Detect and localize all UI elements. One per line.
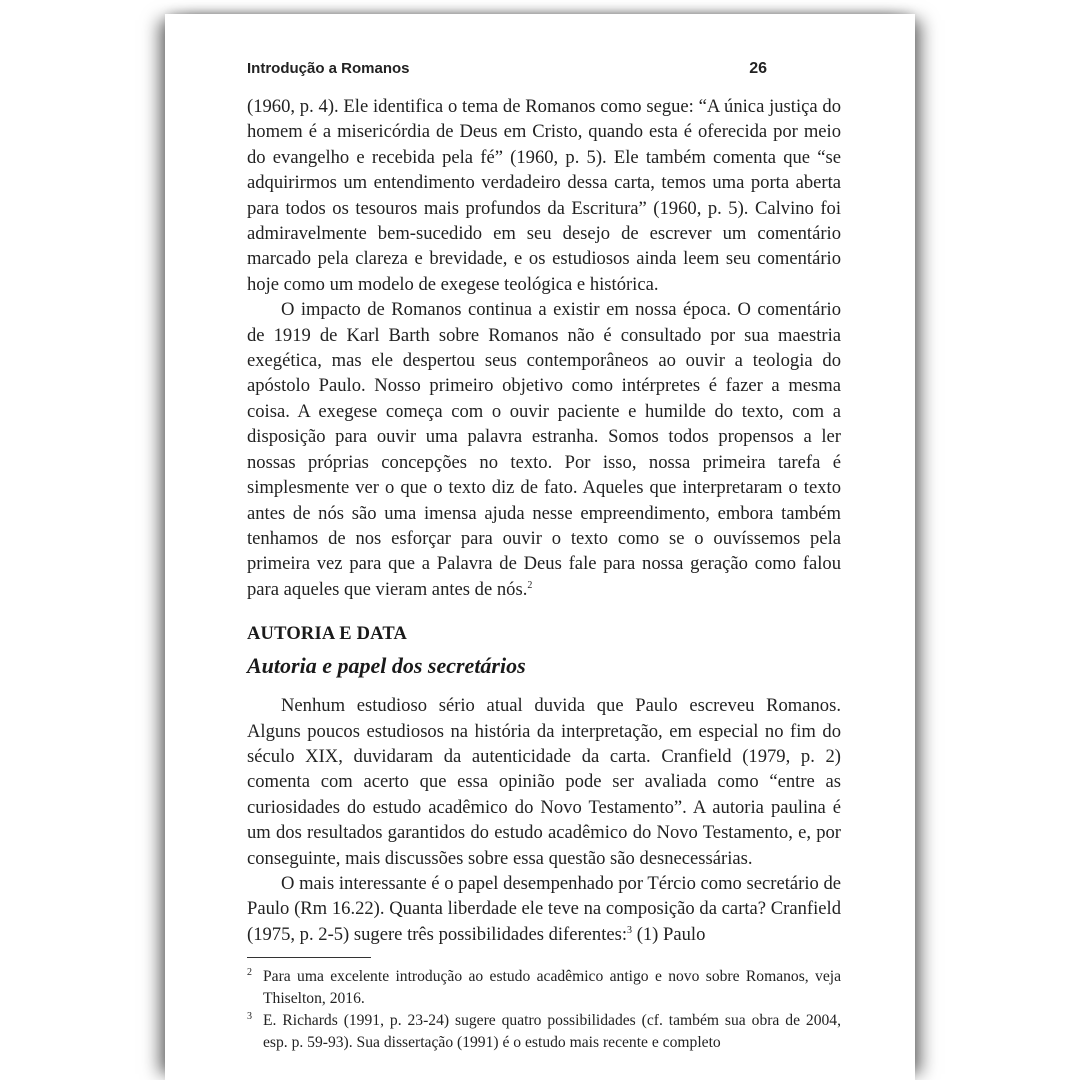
footnote-2	[247, 966, 841, 1010]
page-content	[247, 60, 841, 1054]
paragraph-tertius	[247, 871, 841, 947]
subsection-heading: Autoria e papel dos secretários	[247, 653, 526, 679]
paragraph-calvin: (1960, p. 4). Ele identifica o tema de Romanos como segue: “A única justiça do homem é a misericórdia de Deus em Cristo, quando esta é oferecida por meio do evangelho e recebida pela fé” (1960, p. 5). Ele também comenta que “se adquirirmos um entendimento verdadeiro dessa carta, temos uma porta aberta para todos os tesouros mais profundos da Escritura” (1960, p. 5). Calvino foi admiravelmente bem-sucedido em seu desejo de escrever um comentário marcado pela clareza e brevidade, e os estudiosos ainda leem seu comentário hoje como um modelo de exegese teológica e histórica.	[247, 96, 841, 295]
footnote-mark: 3	[247, 1011, 252, 1023]
running-title: Introdução a Romanos	[247, 60, 410, 77]
footnote-3	[247, 1010, 841, 1054]
footnote-mark: 2	[247, 967, 252, 979]
running-head	[247, 60, 841, 82]
paragraph-impact	[247, 297, 841, 602]
section-heading: AUTORIA E DATA	[247, 624, 408, 645]
paragraph-tertius-text: O mais interessante é o papel desempenhado por Tércio como secretário de Paulo (Rm 16.22). Quanta liberdade ele teve na composição da carta? Cranfield (1975, p. 2-5) sugere três possibilidades diferentes:	[247, 872, 841, 945]
book-page	[165, 14, 915, 1080]
paragraph-tertius-tail: (1) Paulo	[632, 923, 706, 945]
footnote-divider	[247, 957, 371, 958]
footnote-text: E. Richards (1991, p. 23-24) sugere quatro possibilidades (cf. também sua obra de 2004, esp. p. 59-93). Sua dissertação (1991) é o estudo mais recente e completo	[263, 1012, 841, 1052]
paragraph-impact-text: O impacto de Romanos continua a existir em nossa época. O comentário de 1919 de Karl Barth sobre Romanos não é consultado por sua maestria exegética, mas ele despertou seus contemporâneos ao ouvir a teologia do apóstolo Paulo. Nosso primeiro objetivo como intérpretes é fazer a mesma coisa. A exegese começa com o ouvir paciente e humilde do texto, com a disposição para ouvir uma palavra estranha. Somos todos propensos a ler nossas próprias concepções no texto. Por isso, nossa primeira tarefa é simplesmente ver o que o texto diz de fato. Aqueles que interpretaram o texto antes de nós são uma imensa ajuda nesse empreendimento, embora também tenhamos de nos esforçar para ouvir o texto como se o ouvíssemos pela primeira vez para que a Palavra de Deus fale para nossa geração como falou para aqueles que vieram antes de nós.	[247, 299, 841, 600]
footnote-ref-2: 2	[527, 579, 533, 591]
paragraph-authorship: Nenhum estudioso sério atual duvida que Paulo escreveu Romanos. Alguns poucos estudiosos na história da interpretação, em especial no fim do século XIX, duvidaram da autenticidade da carta. Cranfield (1979, p. 2) comenta com acerto que essa opinião pode ser avaliada como “entre as curiosidades do estudo acadêmico do Novo Testamento”. A autoria paulina é um dos resultados garantidos do estudo acadêmico do Novo Testamento, e, por conseguinte, mais discussões sobre essa questão são desnecessárias.	[247, 695, 841, 869]
footnote-ref-3: 3	[627, 924, 633, 936]
page-number: 26	[749, 60, 767, 77]
footnote-text: Para uma excelente introdução ao estudo acadêmico antigo e novo sobre Romanos, veja Thiselton, 2016.	[263, 968, 841, 1008]
